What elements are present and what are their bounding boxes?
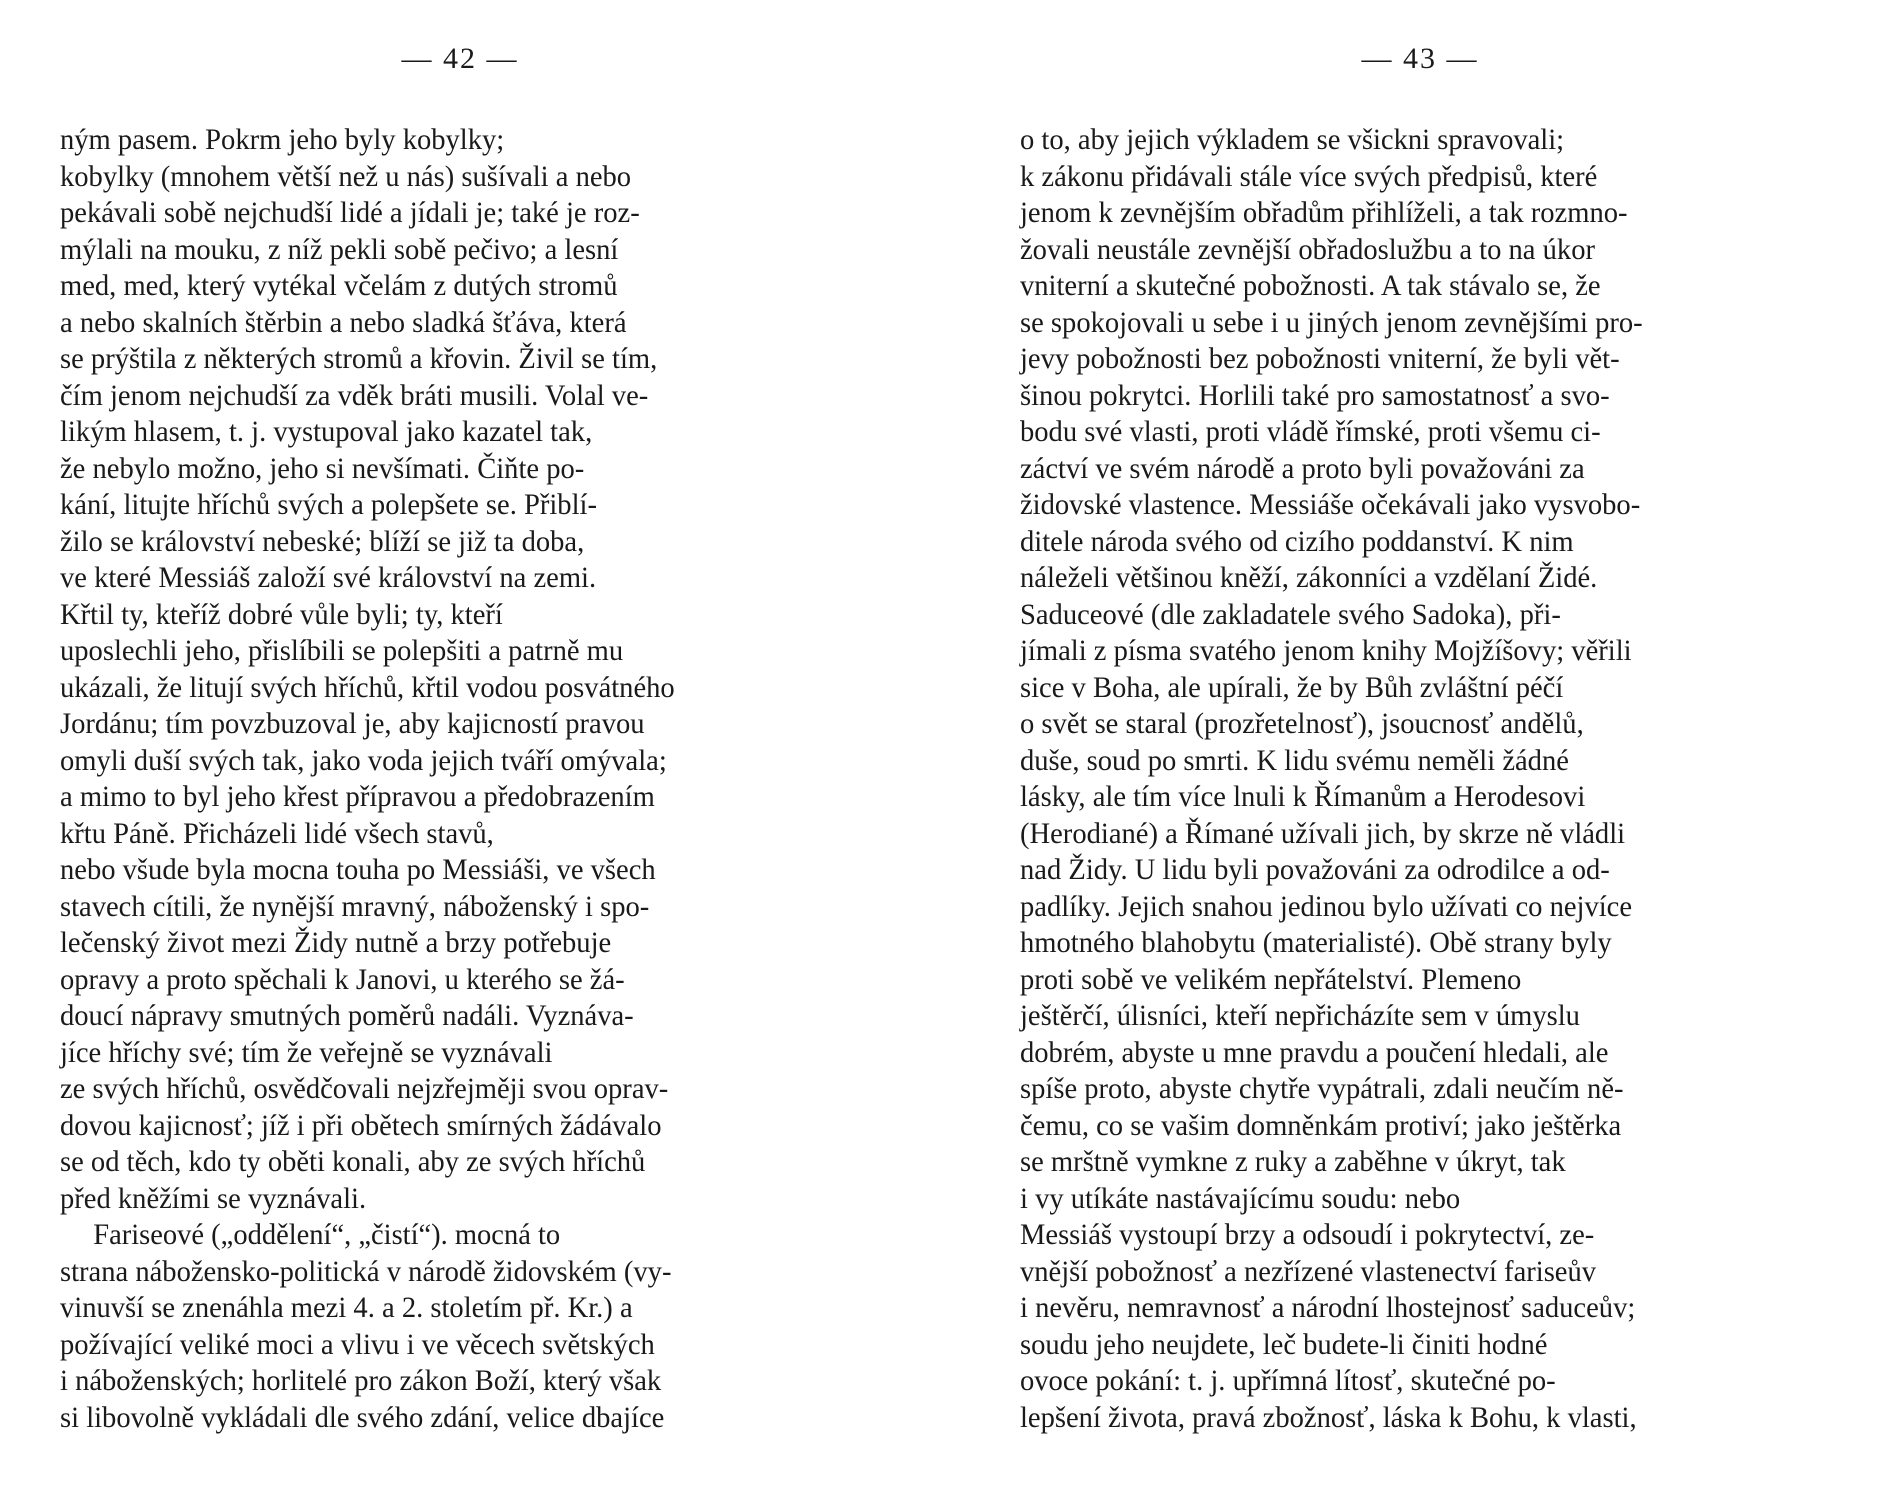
- text-line: před kněžími se vyznávali.: [60, 1181, 367, 1215]
- right-page: [1000, 0, 1840, 1500]
- text-line: i nevěru, nemravnosť a národní lhostejnosť saduceův;: [1020, 1291, 1636, 1324]
- text-line: ze svých hříchů, osvědčovali nejzřejměji svou oprav-: [60, 1072, 669, 1105]
- text-line: med, med, který vytékal včelám z dutých stromů: [60, 269, 618, 302]
- text-line: ovoce pokání: t. j. upřímná lítosť, skutečné po-: [1020, 1364, 1556, 1397]
- text-line: žovali neustále zevnější obřadoslužbu a to na úkor: [1020, 232, 1595, 266]
- left-page: [40, 0, 880, 1500]
- text-line: lásky, ale tím více lnuli k Římanům a Herodesovi: [1020, 780, 1586, 813]
- text-line: dovou kajicnosť; jíž i při obětech smírných žádávalo: [60, 1108, 662, 1142]
- text-line: dobrém, abyste u mne pravdu a poučení hledali, ale: [1020, 1035, 1609, 1069]
- text-line: likým hlasem, t. j. vystupoval jako kazatel tak,: [60, 415, 593, 448]
- text-line: ještěrčí, úlisníci, kteří nepřicházíte sem v úmyslu: [1020, 999, 1580, 1032]
- text-line: i vy utíkáte nastávajícímu soudu: nebo: [1020, 1181, 1461, 1215]
- text-line: nebo všude byla mocna touha po Messiáši, ve všech: [60, 853, 656, 886]
- text-line: náleželi většinou kněží, zákonníci a vzdělaní Židé.: [1020, 561, 1598, 594]
- text-line: kání, litujte hříchů svých a polepšete se. Přiblí-: [60, 488, 597, 521]
- text-line: křtu Páně. Přicházeli lidé všech stavů,: [60, 816, 494, 850]
- text-line: nad Židy. U lidu byli považováni za odrodilce a od-: [1020, 853, 1610, 886]
- text-line: proti sobě ve velikém nepřátelství. Plemeno: [1020, 962, 1522, 996]
- text-line: padlíky. Jejich snahou jedinou bylo užívati co nejvíce: [1020, 889, 1633, 923]
- text-line: židovské vlastence. Messiáše očekávali jako vysvobo-: [1020, 488, 1641, 521]
- text-line: Křtil ty, kteříž dobré vůle byli; ty, kteří: [60, 597, 503, 631]
- text-line: spíše proto, abyste chytře vypátrali, zdali neučím ně-: [1020, 1072, 1624, 1105]
- text-line: vniterní a skutečné pobožnosti. A tak stávalo se, že: [1020, 269, 1601, 302]
- text-line: ve které Messiáš založí své království na zemi.: [60, 561, 597, 594]
- right-page-text: [1020, 122, 1860, 1436]
- text-line: se prýštila z některých stromů a křovin. Živil se tím,: [60, 342, 658, 375]
- text-line: stavech cítili, že nynější mravný, náboženský i spo-: [60, 889, 650, 923]
- text-line: jenom k zevnějším obřadům přihlíželi, a tak rozmno-: [1020, 196, 1628, 229]
- text-line: lečenský život mezi Židy nutně a brzy potřebuje: [60, 926, 612, 959]
- right-page-number: — 43 —: [1361, 42, 1479, 75]
- text-line: a mimo to byl jeho křest přípravou a předobrazením: [60, 780, 655, 813]
- text-line: se mrštně vymkne z ruky a zaběhne v úkryt, tak: [1020, 1145, 1566, 1178]
- text-line: uposlechli jeho, přislíbili se polepšiti a patrně mu: [60, 634, 624, 667]
- text-line: o svět se staral (prozřetelnosť), jsoucnosť andělů,: [1020, 707, 1584, 740]
- text-line: žilo se království nebeské; blíží se již ta doba,: [60, 524, 585, 558]
- text-line: čím jenom nejchudší za vděk bráti musili. Volal ve-: [60, 378, 649, 412]
- text-line: (Herodiané) a Římané užívali jich, by skrze ně vládli: [1020, 816, 1626, 850]
- text-line: vinuvší se znenáhla mezi 4. a 2. stoletím př. Kr.) a: [60, 1291, 633, 1324]
- text-line: omyli duší svých tak, jako voda jejich tváří omývala;: [60, 743, 667, 777]
- text-line: šinou pokrytci. Horlili také pro samostatnosť a svo-: [1020, 378, 1610, 412]
- text-line: a nebo skalních štěrbin a nebo sladká šťáva, která: [60, 305, 627, 339]
- text-line: Jordánu; tím povzbuzoval je, aby kajicností pravou: [60, 707, 645, 740]
- text-line: se spokojovali u sebe i u jiných jenom zevnějšími pro-: [1020, 305, 1643, 339]
- text-line: bodu své vlasti, proti vládě římské, proti všemu ci-: [1020, 415, 1601, 448]
- text-line: lepšení života, pravá zbožnosť, láska k Bohu, k vlasti,: [1020, 1400, 1637, 1434]
- text-line: mýlali na mouku, z níž pekli sobě pečivo; a lesní: [60, 232, 619, 266]
- text-line: ukázali, že litují svých hříchů, křtil vodou posvátného: [60, 670, 675, 704]
- left-page-text: [60, 122, 900, 1436]
- text-line: jíce hříchy své; tím že veřejně se vyznávali: [60, 1035, 553, 1069]
- text-line: k zákonu přidávali stále více svých předpisů, které: [1020, 159, 1598, 193]
- text-line: doucí nápravy smutných poměrů nadáli. Vyznáva-: [60, 999, 634, 1032]
- text-line: Fariseové („oddělení“, „čistí“). mocná to: [93, 1218, 561, 1251]
- text-line: se od těch, kdo ty oběti konali, aby ze svých hříchů: [60, 1145, 646, 1178]
- text-line: záctví ve svém národě a proto byli považováni za: [1020, 451, 1585, 485]
- text-line: jevy pobožnosti bez pobožnosti vniterní, že byli vět-: [1020, 342, 1620, 375]
- text-line: ným pasem. Pokrm jeho byly kobylky;: [60, 123, 505, 156]
- text-line: duše, soud po smrti. K lidu svému neměli žádné: [1020, 743, 1569, 777]
- text-line: opravy a proto spěchali k Janovi, u kterého se žá-: [60, 962, 625, 996]
- text-line: sice v Boha, ale upírali, že by Bůh zvláštní péčí: [1020, 670, 1564, 704]
- text-line: si libovolně vykládali dle svého zdání, velice dbajíce: [60, 1400, 665, 1434]
- text-line: že nebylo možno, jeho si nevšímati. Čiňte po-: [60, 451, 585, 485]
- text-line: Messiáš vystoupí brzy a odsoudí i pokrytectví, ze-: [1020, 1218, 1595, 1251]
- text-line: vnější pobožnosť a nezřízené vlastenectví fariseův: [1020, 1254, 1597, 1288]
- text-line: požívající veliké moci a vlivu i ve věcech světských: [60, 1327, 655, 1361]
- text-line: o to, aby jejich výkladem se všickni spravovali;: [1020, 123, 1565, 156]
- text-line: Saduceové (dle zakladatele svého Sadoka), při-: [1020, 597, 1561, 631]
- left-page-number: — 42 —: [401, 42, 519, 75]
- text-line: ditele národa svého od cizího poddanství. K nim: [1020, 524, 1574, 558]
- text-line: pekávali sobě nejchudší lidé a jídali je; také je roz-: [60, 196, 640, 229]
- text-line: i náboženských; horlitelé pro zákon Boží, který však: [60, 1364, 662, 1397]
- text-line: hmotného blahobytu (materialisté). Obě strany byly: [1020, 926, 1612, 959]
- text-line: kobylky (mnohem větší než u nás) sušívali a nebo: [60, 159, 632, 193]
- text-line: čemu, co se vašim domněnkám protiví; jako ještěrka: [1020, 1108, 1622, 1142]
- text-line: jímali z písma svatého jenom knihy Mojžíšovy; věřili: [1020, 634, 1632, 667]
- text-line: strana nábožensko-politická v národě židovském (vy-: [60, 1254, 672, 1288]
- text-line: soudu jeho neujdete, leč budete-li činiti hodné: [1020, 1327, 1548, 1361]
